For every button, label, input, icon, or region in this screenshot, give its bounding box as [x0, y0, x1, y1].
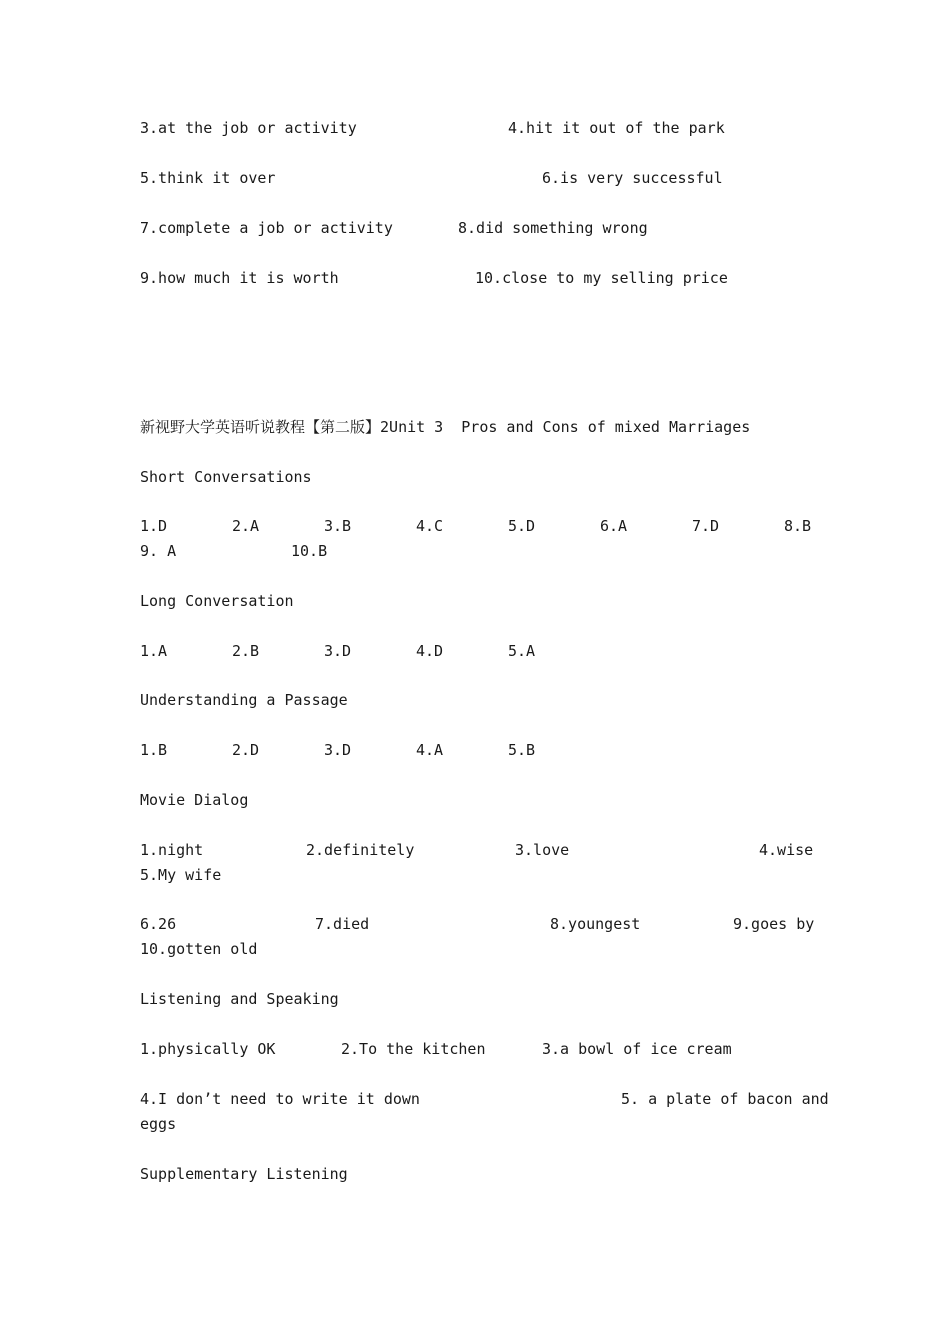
- answer-item: 10.gotten old: [140, 940, 258, 958]
- answer-item: 7.D: [692, 517, 720, 535]
- answer-item: 5.A: [508, 642, 536, 660]
- answer-item: 7.complete a job or activity: [140, 219, 393, 237]
- answer-item: 5.D: [508, 517, 536, 535]
- answer-item: 8.did something wrong: [458, 219, 648, 237]
- answer-item: 2.B: [232, 642, 260, 660]
- answer-item: 5.think it over: [140, 169, 276, 187]
- answer-item: 1.night: [140, 841, 204, 859]
- answer-item: 8.B: [784, 517, 812, 535]
- answer-item: 3.B: [324, 517, 352, 535]
- answer-item: 2.A: [232, 517, 260, 535]
- answer-item: 3.love: [515, 841, 570, 859]
- answer-item: 10.B: [291, 542, 328, 560]
- answer-item: 3.a bowl of ice cream: [542, 1040, 732, 1058]
- section-heading: Understanding a Passage: [140, 691, 348, 709]
- answer-item: 4.C: [416, 517, 444, 535]
- answer-item: 7.died: [315, 915, 370, 933]
- section-heading: Supplementary Listening: [140, 1165, 348, 1183]
- answer-item: 3.at the job or activity: [140, 119, 357, 137]
- answer-item: 2.definitely: [306, 841, 415, 859]
- answer-item: 4.D: [416, 642, 444, 660]
- answer-item: 9.goes by: [733, 915, 815, 933]
- section-heading: Long Conversation: [140, 592, 294, 610]
- answer-item: 4.wise: [759, 841, 814, 859]
- answer-item: 4.hit it out of the park: [508, 119, 725, 137]
- answer-item: 1.B: [140, 741, 168, 759]
- unit-title: 新视野大学英语听说教程【第二版】2Unit 3 Pros and Cons of mixed Marriages: [140, 418, 751, 436]
- answer-item: 8.youngest: [550, 915, 641, 933]
- answer-item: 3.D: [324, 642, 352, 660]
- answer-item: 3.D: [324, 741, 352, 759]
- answer-item: 1.A: [140, 642, 168, 660]
- answer-item: 2.To the kitchen: [341, 1040, 486, 1058]
- answer-item: 6.is very successful: [542, 169, 723, 187]
- answer-item: 1.D: [140, 517, 168, 535]
- answer-item: 4.A: [416, 741, 444, 759]
- answer-item: 10.close to my selling price: [475, 269, 728, 287]
- answer-item: 2.D: [232, 741, 260, 759]
- answer-item: 6.26: [140, 915, 177, 933]
- section-heading: Movie Dialog: [140, 791, 249, 809]
- answer-item: 5.My wife: [140, 866, 222, 884]
- answer-item: eggs: [140, 1115, 177, 1133]
- answer-item: 9. A: [140, 542, 177, 560]
- answer-item: 4.I don’t need to write it down: [140, 1090, 420, 1108]
- answer-item: 5. a plate of bacon and: [621, 1090, 829, 1108]
- answer-item: 1.physically OK: [140, 1040, 276, 1058]
- answer-item: 6.A: [600, 517, 628, 535]
- answer-item: 5.B: [508, 741, 536, 759]
- section-heading: Short Conversations: [140, 468, 312, 486]
- answer-item: 9.how much it is worth: [140, 269, 339, 287]
- section-heading: Listening and Speaking: [140, 990, 339, 1008]
